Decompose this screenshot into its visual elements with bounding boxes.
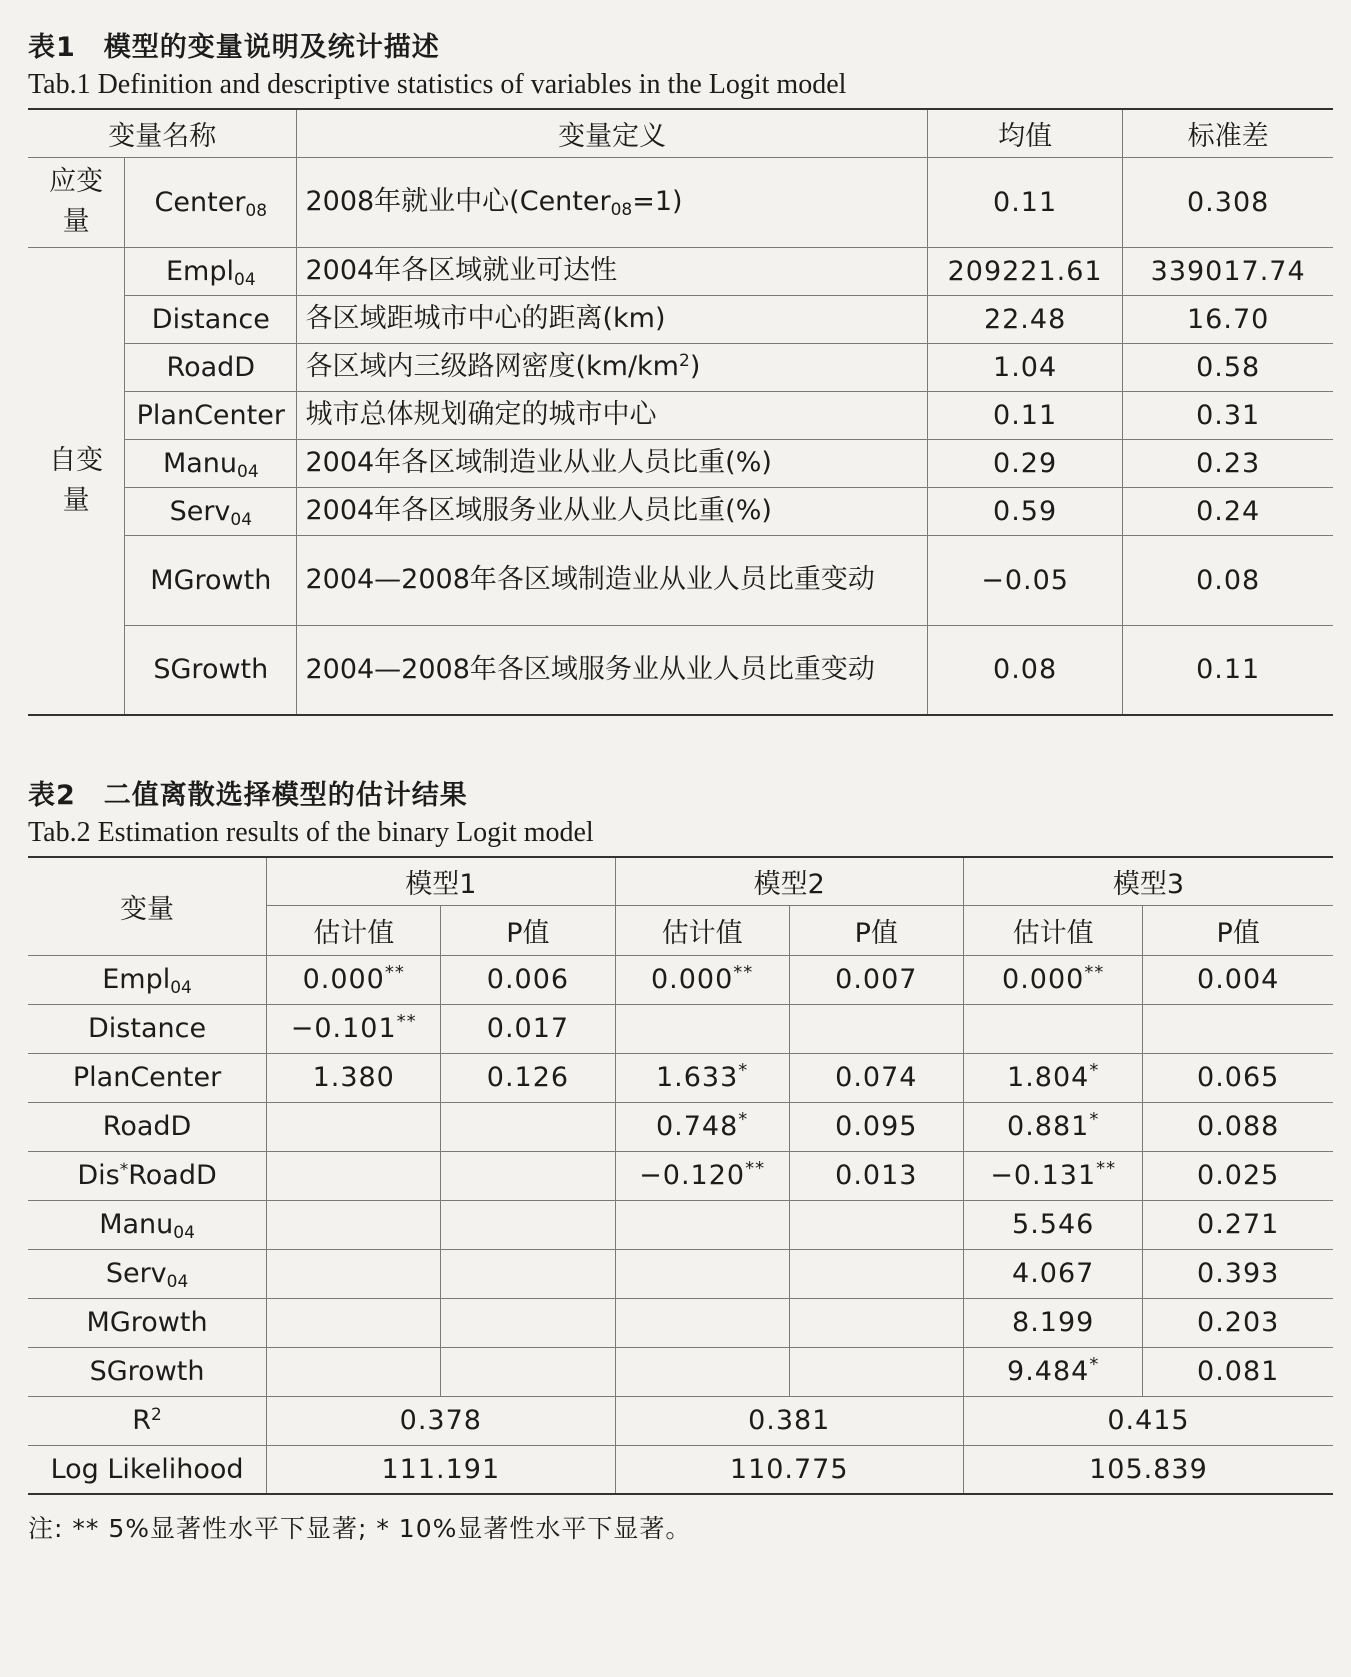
variable-subscript: 04 [234, 269, 256, 290]
variable-name: RoadD [166, 351, 256, 383]
header-model-2: 模型2 [615, 857, 963, 905]
table-row [28, 1200, 1333, 1249]
p-value-cell-model-1 [441, 1102, 615, 1151]
definition-subscript: 08 [610, 200, 633, 220]
significance-marker: ** [396, 1011, 417, 1032]
estimate-cell-model-1 [267, 1053, 441, 1102]
definition-superscript: 2 [678, 351, 690, 371]
log-likelihood-row [28, 1445, 1333, 1494]
table-row [28, 625, 1333, 715]
variable-name: SGrowth [153, 654, 269, 686]
p-value-cell-model-3: 0.065 [1143, 1053, 1333, 1102]
p-value-cell-model-1 [441, 1249, 615, 1298]
definition-cell [297, 343, 927, 391]
estimate-value: 1.804 [1007, 1062, 1090, 1093]
estimate-value: 0.881 [1007, 1111, 1090, 1142]
variable-cell [28, 1151, 267, 1200]
significance-marker: * [738, 1060, 749, 1081]
variable-subscript: 04 [166, 1272, 189, 1292]
table-row [28, 487, 1333, 535]
p-value-cell-model-1 [441, 1200, 615, 1249]
significance-marker: ** [733, 962, 754, 983]
table2-caption-cn [28, 776, 1333, 816]
variable-name: RoadD [102, 1111, 192, 1142]
table2-header-row-models [28, 857, 1333, 905]
definition-text: 2004—2008年各区域服务业从业人员比重变动 [305, 653, 875, 685]
table-row [28, 295, 1333, 343]
definition-cell [297, 157, 927, 247]
estimate-cell-model-3 [963, 1004, 1142, 1053]
estimate-cell-model-1 [267, 1347, 441, 1396]
variable-cell [125, 487, 297, 535]
estimate-cell-model-3 [963, 1249, 1142, 1298]
definition-cell [297, 625, 927, 715]
estimate-value: −0.120 [639, 1160, 746, 1191]
table1-number: 表1 [28, 32, 76, 63]
estimate-value: 0.000 [1002, 964, 1085, 995]
table2-title-cn: 二值离散选择模型的估计结果 [103, 780, 468, 811]
variable-subscript: 08 [245, 200, 268, 221]
variable-name: PlanCenter [136, 399, 285, 431]
table-row [28, 1249, 1333, 1298]
p-value-cell-model-3: 0.088 [1143, 1102, 1333, 1151]
header-model-3: 模型3 [963, 857, 1333, 905]
table2 [28, 856, 1333, 1495]
header-model-1: 模型1 [267, 857, 615, 905]
p-value-cell-model-1 [441, 1347, 615, 1396]
variable-name: Manu [99, 1209, 174, 1240]
variable-cell [125, 535, 297, 625]
table-row [28, 343, 1333, 391]
p-value-cell-model-1: 0.017 [441, 1004, 615, 1053]
document-page [28, 28, 1333, 1545]
mean-cell: 0.11 [927, 157, 1122, 247]
definition-text: 2004年各区域制造业从业人员比重(%) [305, 447, 772, 478]
variable-subscript: 04 [230, 509, 253, 530]
variable-name: Center [154, 186, 246, 218]
r-squared-value-model-3: 0.415 [963, 1396, 1333, 1445]
definition-text: 2004年各区域服务业从业人员比重(%) [305, 495, 772, 526]
header-std: 标准差 [1123, 109, 1333, 157]
std-cell: 0.58 [1123, 343, 1333, 391]
table-row [28, 1347, 1333, 1396]
header-estimate: 估计值 [963, 905, 1142, 955]
r-squared-value-model-2: 0.381 [615, 1396, 963, 1445]
estimate-value: −0.101 [290, 1013, 397, 1044]
table-note: 注: ** 5%显著性水平下显著; * 10%显著性水平下显著。 [28, 1514, 692, 1543]
variable-cell [125, 247, 297, 295]
mean-cell: 22.48 [927, 295, 1122, 343]
p-value-cell-model-1: 0.126 [441, 1053, 615, 1102]
variable-name: PlanCenter [72, 1062, 222, 1093]
variable-cell [125, 439, 297, 487]
estimate-cell-model-3 [963, 1298, 1142, 1347]
estimate-cell-model-1 [267, 1102, 441, 1151]
estimate-cell-model-2 [615, 1200, 789, 1249]
p-value-cell-model-3: 0.004 [1143, 955, 1333, 1004]
std-cell: 0.11 [1123, 625, 1333, 715]
header-p-value: P值 [441, 905, 615, 955]
variable-cell [28, 1053, 267, 1102]
table-row [28, 391, 1333, 439]
variable-cell [28, 1347, 267, 1396]
table1-header-row [28, 109, 1333, 157]
definition-cell [297, 391, 927, 439]
estimate-cell-model-3 [963, 1151, 1142, 1200]
std-cell: 0.31 [1123, 391, 1333, 439]
mean-cell: 0.59 [927, 487, 1122, 535]
table-row [28, 1298, 1333, 1347]
p-value-cell-model-3: 0.203 [1143, 1298, 1333, 1347]
estimate-cell-model-3 [963, 1102, 1142, 1151]
table-row [28, 535, 1333, 625]
variable-cell [28, 1298, 267, 1347]
mean-cell: 0.11 [927, 391, 1122, 439]
estimate-value: 9.484 [1007, 1356, 1090, 1387]
p-value-cell-model-2: 0.074 [789, 1053, 963, 1102]
variable-cell [28, 1102, 267, 1151]
estimate-value: 1.380 [312, 1062, 395, 1093]
p-value-cell-model-2 [789, 1347, 963, 1396]
p-value-cell-model-3 [1143, 1004, 1333, 1053]
estimate-cell-model-2 [615, 1004, 789, 1053]
r-squared-label [28, 1396, 267, 1445]
r-squared-label-text: R [132, 1405, 152, 1436]
table-row [28, 955, 1333, 1004]
definition-cell [297, 535, 927, 625]
mean-cell: 209221.61 [927, 247, 1122, 295]
variable-cell [28, 1200, 267, 1249]
variable-subscript: 04 [237, 461, 259, 482]
significance-marker: * [1089, 1354, 1100, 1375]
std-cell: 0.08 [1123, 535, 1333, 625]
log-likelihood-value-model-2: 110.775 [615, 1445, 963, 1494]
r-squared-superscript: 2 [151, 1405, 162, 1425]
p-value-cell-model-2: 0.007 [789, 955, 963, 1004]
log-likelihood-value-model-3: 105.839 [963, 1445, 1333, 1494]
p-value-cell-model-2: 0.095 [789, 1102, 963, 1151]
estimate-cell-model-1 [267, 1298, 441, 1347]
estimate-value: 5.546 [1012, 1209, 1095, 1240]
variable-cell [125, 343, 297, 391]
table2-number: 表2 [28, 780, 76, 811]
estimate-cell-model-2 [615, 1053, 789, 1102]
p-value-cell-model-1 [441, 1151, 615, 1200]
estimate-value: 0.748 [655, 1111, 739, 1142]
variable-name: Serv [169, 495, 231, 527]
p-value-cell-model-3: 0.393 [1143, 1249, 1333, 1298]
independent-variable-label [28, 247, 125, 715]
table1-caption-cn [28, 28, 1333, 68]
table1 [28, 108, 1333, 716]
std-cell: 16.70 [1123, 295, 1333, 343]
independent-label-text: 自变量 [49, 444, 104, 516]
std-cell: 0.24 [1123, 487, 1333, 535]
estimate-cell-model-3 [963, 1200, 1142, 1249]
table-row [28, 1102, 1333, 1151]
table-row [28, 1053, 1333, 1102]
header-p-value: P值 [789, 905, 963, 955]
estimate-cell-model-1 [267, 1151, 441, 1200]
dependent-variable-label: 应变量 [28, 157, 125, 247]
definition-text: 2004年各区域就业可达性 [305, 255, 618, 286]
variable-name: Serv [105, 1258, 167, 1289]
estimate-value: 0.000 [302, 964, 385, 995]
variable-subscript: 04 [170, 978, 192, 998]
estimate-value: 1.633 [655, 1062, 739, 1093]
definition-cell [297, 247, 927, 295]
variable-cell [125, 157, 297, 247]
header-p-value: P值 [1143, 905, 1333, 955]
p-value-cell-model-1: 0.006 [441, 955, 615, 1004]
estimate-cell-model-3 [963, 1053, 1142, 1102]
variable-name: Empl [102, 964, 171, 995]
log-likelihood-value-model-1: 111.191 [267, 1445, 615, 1494]
p-value-cell-model-2 [789, 1004, 963, 1053]
header-variable: 变量 [28, 857, 267, 955]
variable-cell [28, 1004, 267, 1053]
significance-marker: ** [745, 1158, 766, 1179]
variable-superscript: * [119, 1160, 129, 1180]
significance-marker: * [738, 1109, 749, 1130]
variable-cell [125, 625, 297, 715]
p-value-cell-model-3: 0.271 [1143, 1200, 1333, 1249]
variable-name-suffix: RoadD [128, 1160, 217, 1191]
table2-caption-en: Tab.2 Estimation results of the binary Logit model [28, 817, 594, 848]
table1-caption-en: Tab.1 Definition and descriptive statistics of variables in the Logit model [28, 69, 847, 100]
estimate-value: 8.199 [1012, 1307, 1095, 1338]
definition-text: 2004—2008年各区域制造业从业人员比重变动 [305, 564, 875, 595]
estimate-cell-model-2 [615, 1347, 789, 1396]
estimate-cell-model-2 [615, 1102, 789, 1151]
table-row [28, 247, 1333, 295]
r-squared-value-model-1: 0.378 [267, 1396, 615, 1445]
variable-name: Distance [151, 303, 270, 335]
table-row [28, 157, 1333, 247]
header-mean: 均值 [927, 109, 1122, 157]
mean-cell: −0.05 [927, 535, 1122, 625]
estimate-cell-model-1 [267, 1004, 441, 1053]
definition-cell [297, 295, 927, 343]
variable-name: Distance [88, 1013, 207, 1044]
definition-text: 城市总体规划确定的城市中心 [305, 399, 657, 430]
header-variable-name: 变量名称 [28, 109, 297, 157]
definition-text-end: ) [689, 351, 701, 382]
significance-marker: * [1089, 1109, 1100, 1130]
std-cell: 0.308 [1123, 157, 1333, 247]
variable-subscript: 04 [173, 1223, 195, 1243]
p-value-cell-model-2 [789, 1249, 963, 1298]
mean-cell: 0.29 [927, 439, 1122, 487]
variable-cell [28, 1249, 267, 1298]
variable-name: Manu [162, 447, 238, 479]
estimate-cell-model-1 [267, 1200, 441, 1249]
variable-cell [28, 955, 267, 1004]
definition-text: 2008年就业中心(Center [305, 186, 611, 217]
p-value-cell-model-2: 0.013 [789, 1151, 963, 1200]
table1-title-cn: 模型的变量说明及统计描述 [103, 32, 440, 63]
estimate-cell-model-1 [267, 1249, 441, 1298]
mean-cell: 0.08 [927, 625, 1122, 715]
header-estimate: 估计值 [615, 905, 789, 955]
p-value-cell-model-2 [789, 1200, 963, 1249]
estimate-cell-model-2 [615, 955, 789, 1004]
estimate-cell-model-3 [963, 1347, 1142, 1396]
estimate-cell-model-2 [615, 1151, 789, 1200]
significance-marker: ** [1096, 1158, 1117, 1179]
p-value-cell-model-3: 0.025 [1143, 1151, 1333, 1200]
log-likelihood-label: Log Likelihood [28, 1445, 267, 1494]
variable-name: Empl [165, 255, 234, 287]
estimate-value: −0.131 [990, 1160, 1097, 1191]
r-squared-row [28, 1396, 1333, 1445]
estimate-cell-model-1 [267, 955, 441, 1004]
variable-name: Dis [77, 1160, 120, 1191]
definition-text-end: =1) [632, 186, 683, 217]
table-row [28, 1004, 1333, 1053]
table-row [28, 1151, 1333, 1200]
variable-name: MGrowth [86, 1307, 208, 1338]
std-cell: 339017.74 [1123, 247, 1333, 295]
significance-marker: ** [1084, 962, 1105, 983]
header-definition: 变量定义 [297, 109, 927, 157]
estimate-cell-model-3 [963, 955, 1142, 1004]
p-value-cell-model-3: 0.081 [1143, 1347, 1333, 1396]
definition-cell [297, 439, 927, 487]
estimate-value: 0.000 [650, 964, 734, 995]
p-value-cell-model-2 [789, 1298, 963, 1347]
mean-cell: 1.04 [927, 343, 1122, 391]
estimate-cell-model-2 [615, 1249, 789, 1298]
variable-name: MGrowth [150, 564, 272, 596]
variable-name: SGrowth [89, 1356, 205, 1387]
table-row [28, 439, 1333, 487]
significance-marker: * [1089, 1060, 1100, 1081]
significance-marker: ** [384, 962, 405, 983]
estimate-value: 4.067 [1012, 1258, 1095, 1289]
estimate-cell-model-2 [615, 1298, 789, 1347]
header-estimate: 估计值 [267, 905, 441, 955]
variable-cell [125, 391, 297, 439]
definition-text: 各区域内三级路网密度(km/km [305, 351, 679, 382]
definition-text: 各区域距城市中心的距离(km) [305, 303, 666, 334]
definition-cell [297, 487, 927, 535]
variable-cell [125, 295, 297, 343]
std-cell: 0.23 [1123, 439, 1333, 487]
p-value-cell-model-1 [441, 1298, 615, 1347]
